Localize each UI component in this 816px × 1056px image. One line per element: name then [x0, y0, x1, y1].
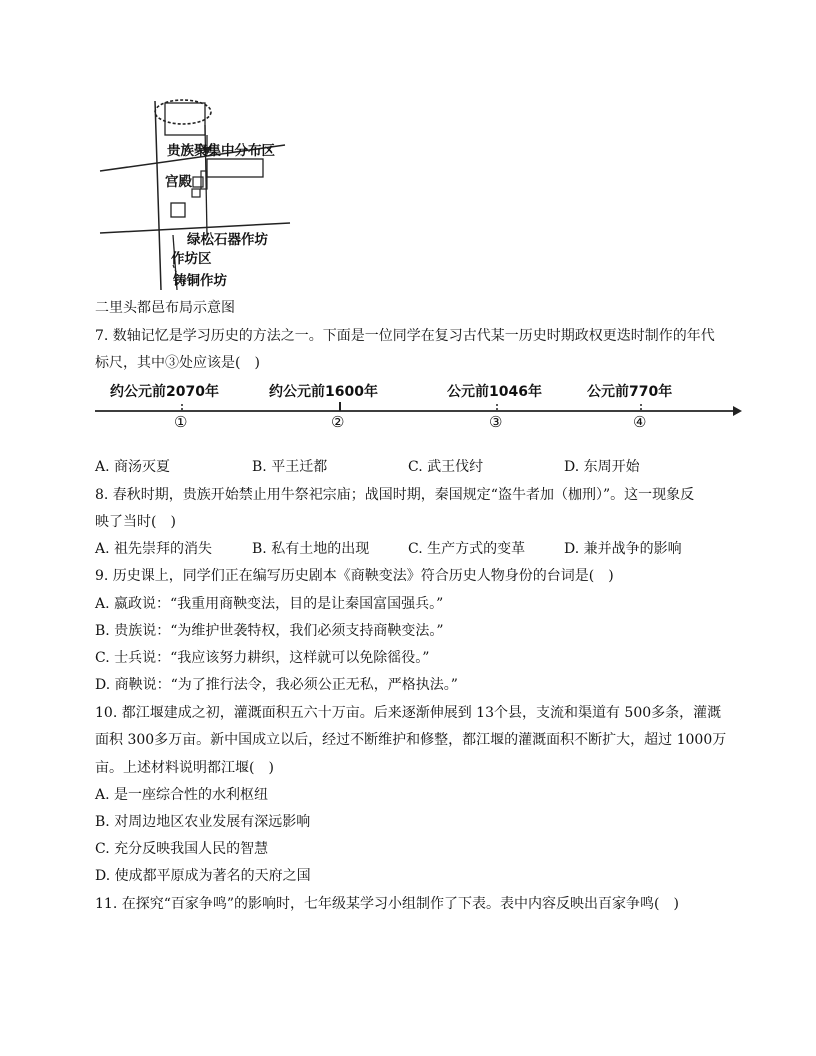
q10-option-b[interactable]: B. 对周边地区农业发展有深远影响 [95, 814, 311, 830]
q7-option-c[interactable]: C. 武王伐纣 [408, 459, 484, 475]
q10-option-a[interactable]: A. 是一座综合性的水利枢纽 [95, 787, 269, 803]
q8-option-c[interactable]: C. 生产方式的变革 [408, 541, 526, 557]
timeline-label-1: 约公元前2070年 [110, 384, 219, 400]
q8-option-d[interactable]: D. 兼并战争的影响 [564, 541, 682, 557]
q9-option-b[interactable]: B. 贵族说：“为维护世袭特权，我们必须支持商鞅变法。” [95, 623, 444, 639]
q7-stem-line1: 7. 数轴记忆是学习历史的方法之一。下面是一位同学在复习古代某一历史时期政权更迭时制作的年代 [95, 328, 715, 344]
q8-option-a[interactable]: A. 祖先崇拜的消失 [95, 541, 213, 557]
q10-stem-line2: 面积 300多万亩。新中国成立以后，经过不断维护和修整，都江堰的灌溉面积不断扩大，超过 1000万 [95, 732, 727, 748]
q9-option-a[interactable]: A. 嬴政说：“我重用商鞅变法，目的是让秦国富国强兵。” [95, 596, 444, 612]
q7-stem-line2: 标尺，其中③处应该是( ) [95, 355, 260, 371]
q8-stem-line2: 映了当时( ) [95, 514, 176, 530]
timeline-label-2: 约公元前1600年 [269, 384, 378, 400]
q7-option-a[interactable]: A. 商汤灭夏 [95, 459, 171, 475]
q8-stem-line1: 8. 春秋时期，贵族开始禁止用牛祭祀宗庙；战国时期，秦国规定“盗牛者加（枷刑）”。这一现象反 [95, 487, 695, 503]
timeline-marker-3: ③ [489, 413, 503, 431]
q11-stem: 11. 在探究“百家争鸣”的影响时，七年级某学习小组制作了下表。表中内容反映出百家争鸣( ) [95, 896, 679, 912]
q9-option-c[interactable]: C. 士兵说：“我应该努力耕织，这样就可以免除徭役。” [95, 650, 430, 666]
q10-option-c[interactable]: C. 充分反映我国人民的智慧 [95, 841, 269, 857]
map-caption: 二里头都邑布局示意图 [95, 300, 235, 316]
map-label-bronze: 铸铜作坊 [173, 273, 227, 289]
timeline-label-3: 公元前1046年 [447, 384, 542, 400]
map-label-workshop-zone: 作坊区 [171, 251, 212, 267]
map-label-turquoise: 绿松石器作坊 [187, 232, 268, 248]
map-label-noble: 贵族聚集中分布区 [167, 143, 275, 159]
timeline-label-4: 公元前770年 [587, 384, 673, 400]
city-layout-map [95, 95, 295, 295]
q8-option-b[interactable]: B. 私有土地的出现 [252, 541, 370, 557]
q9-option-d[interactable]: D. 商鞅说：“为了推行法令，我必须公正无私，严格执法。” [95, 677, 458, 693]
q9-stem: 9. 历史课上，同学们正在编写历史剧本《商鞅变法》符合历史人物身份的台词是( ) [95, 568, 614, 584]
timeline-marker-4: ④ [633, 413, 647, 431]
timeline-marker-1: ① [174, 413, 188, 431]
q7-option-d[interactable]: D. 东周开始 [564, 459, 640, 475]
q10-stem-line1: 10. 都江堰建成之初，灌溉面积五六十万亩。后来逐渐伸展到 13个县，支流和渠道有 500多条，灌溉 [95, 705, 722, 721]
timeline-marker-2: ② [331, 413, 345, 431]
q10-stem-line3: 亩。上述材料说明都江堰( ) [95, 760, 274, 776]
map-label-palace: 宫殿 [165, 174, 192, 190]
q10-option-d[interactable]: D. 使成都平原成为著名的天府之国 [95, 868, 311, 884]
q7-option-b[interactable]: B. 平王迁都 [252, 459, 328, 475]
